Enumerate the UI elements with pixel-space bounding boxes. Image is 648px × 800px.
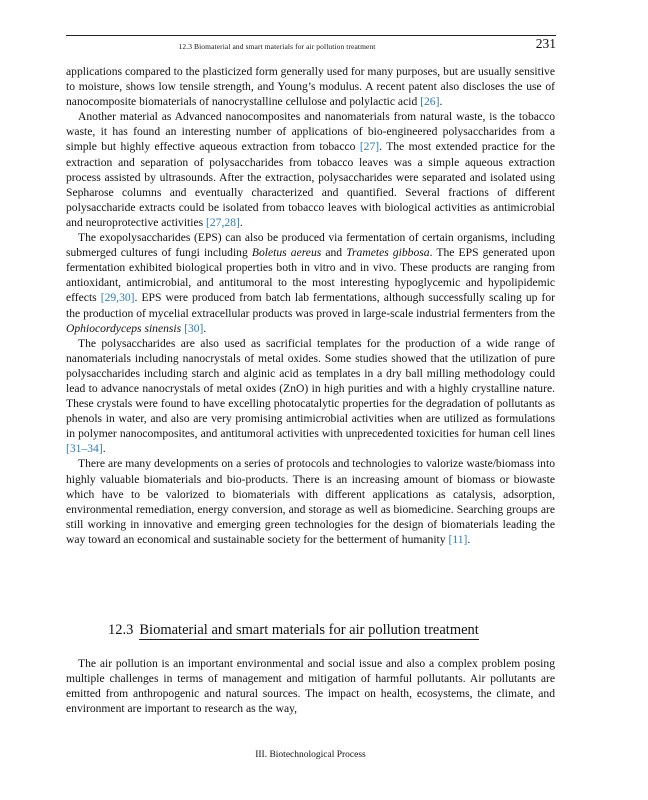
section-number: 12.3 <box>108 622 134 638</box>
body-text <box>66 64 555 547</box>
paragraph: The exopolysaccharides (EPS) can also be produced via fermentation of certain organisms, including submerged cultures of fungi including Boletus aereus and Trametes gibbosa. The EPS generated upon fermentation exhibited biological properties both in vitro and in vivo. These products are ranging from antioxidant, antimicrobial, and antitumoral to the most interesting hypoglycemic and hypolipidemic effects [29,30]. EPS were produced from batch lab fermentations, although successfully scaling up for the production of mycelial extracellular products was proved in large-scale industrial fermenters from the Ophiocordyceps sinensis [30]. <box>66 231 555 335</box>
paragraph: applications compared to the plasticized form generally used for many purposes, but are usually sensitive to moisture, shows low tensile strength, and Young’s modulus. A recent patent also discloses the use of nanocomposite biomaterials of nanocrystalline cellulose and polylactic acid [26]. <box>66 65 555 109</box>
species-name: Ophiocordyceps sinensis <box>66 321 182 335</box>
paragraph: Another material as Advanced nanocomposites and nanomaterials from natural waste, is the tobacco waste, it has found an interesting number of applications of bio-engineered polysaccharides from a simple but highly effective aqueous extraction from tobacco [27]. The most extended practice for the extraction and separation of polysaccharides from tobacco leaves was a simple aqueous extraction process assisted by ultrasounds. After the extraction, polysaccharides were separated and isolated using Sepharose columns and eventually characterized and quantified. Several fractions of different polysaccharide extracts could be isolated from tobacco leaves with biological activities as antimicrobial and neuroprotective activities [27,28]. <box>66 110 555 229</box>
citation-link[interactable]: [30] <box>184 321 204 335</box>
citation-link[interactable]: [27,28] <box>206 215 240 229</box>
section-heading <box>108 622 479 639</box>
body-text <box>66 656 555 716</box>
paragraph: The air pollution is an important environmental and social issue and also a complex problem posing multiple challenges in terms of management and mitigation of harmful pollutants. Air pollutants are emitted from anthropogenic and natural sources. The impact on health, ecosystems, the climate, and environment are important to research as the way, <box>66 657 555 716</box>
paragraph: There are many developments on a series of protocols and technologies to valorize waste/biomass into highly valuable biomaterials and bio-products. There is an increasing amount of biomass or biowaste which have to be valorized to biomaterials with different applications as catalysis, adsorption, environmental remediation, energy conversion, and storage as well as biomedicine. Searching groups are still working in innovative and emerging green technologies for the design of biomaterials leading the way toward an economical and sustainable society for the betterment of humanity [11]. <box>66 457 555 546</box>
citation-link[interactable]: [11] <box>448 532 468 546</box>
page-footer: III. Biotechnological Process <box>255 750 366 760</box>
species-name: Boletus aereus <box>251 246 322 260</box>
citation-link[interactable]: [31–34] <box>66 442 103 456</box>
citation-link[interactable]: [26] <box>420 95 440 109</box>
running-head: 12.3 Biomaterial and smart materials for air pollution treatment <box>178 42 376 51</box>
citation-link[interactable]: [29,30] <box>100 291 135 305</box>
section-title: Biomaterial and smart materials for air pollution treatment <box>139 622 479 638</box>
species-name: Trametes gibbosa <box>346 246 430 260</box>
header-rule <box>66 35 556 36</box>
citation-link[interactable]: [27] <box>359 140 380 154</box>
paragraph: The polysaccharides are also used as sacrificial templates for the production of a wide range of nanomaterials including nanocrystals of metal oxides. Some studies showed that the utilization of pure polysaccharides including starch and alginic acid as templates in a dry ball milling methodology could lead to advance nanocrystals of metal oxides (ZnO) in high purities and with a highly crystalline nature. These crystals were found to have excelling photocatalytic properties for the degradation of pollutants as phenols in water, and also are very promising antimicrobial activities when are utilized as formulations in polymer nanocomposites, and antitumoral activities with unprecedented toxicities for human cell lines [31–34]. <box>66 336 555 456</box>
page-number: 231 <box>535 36 556 51</box>
